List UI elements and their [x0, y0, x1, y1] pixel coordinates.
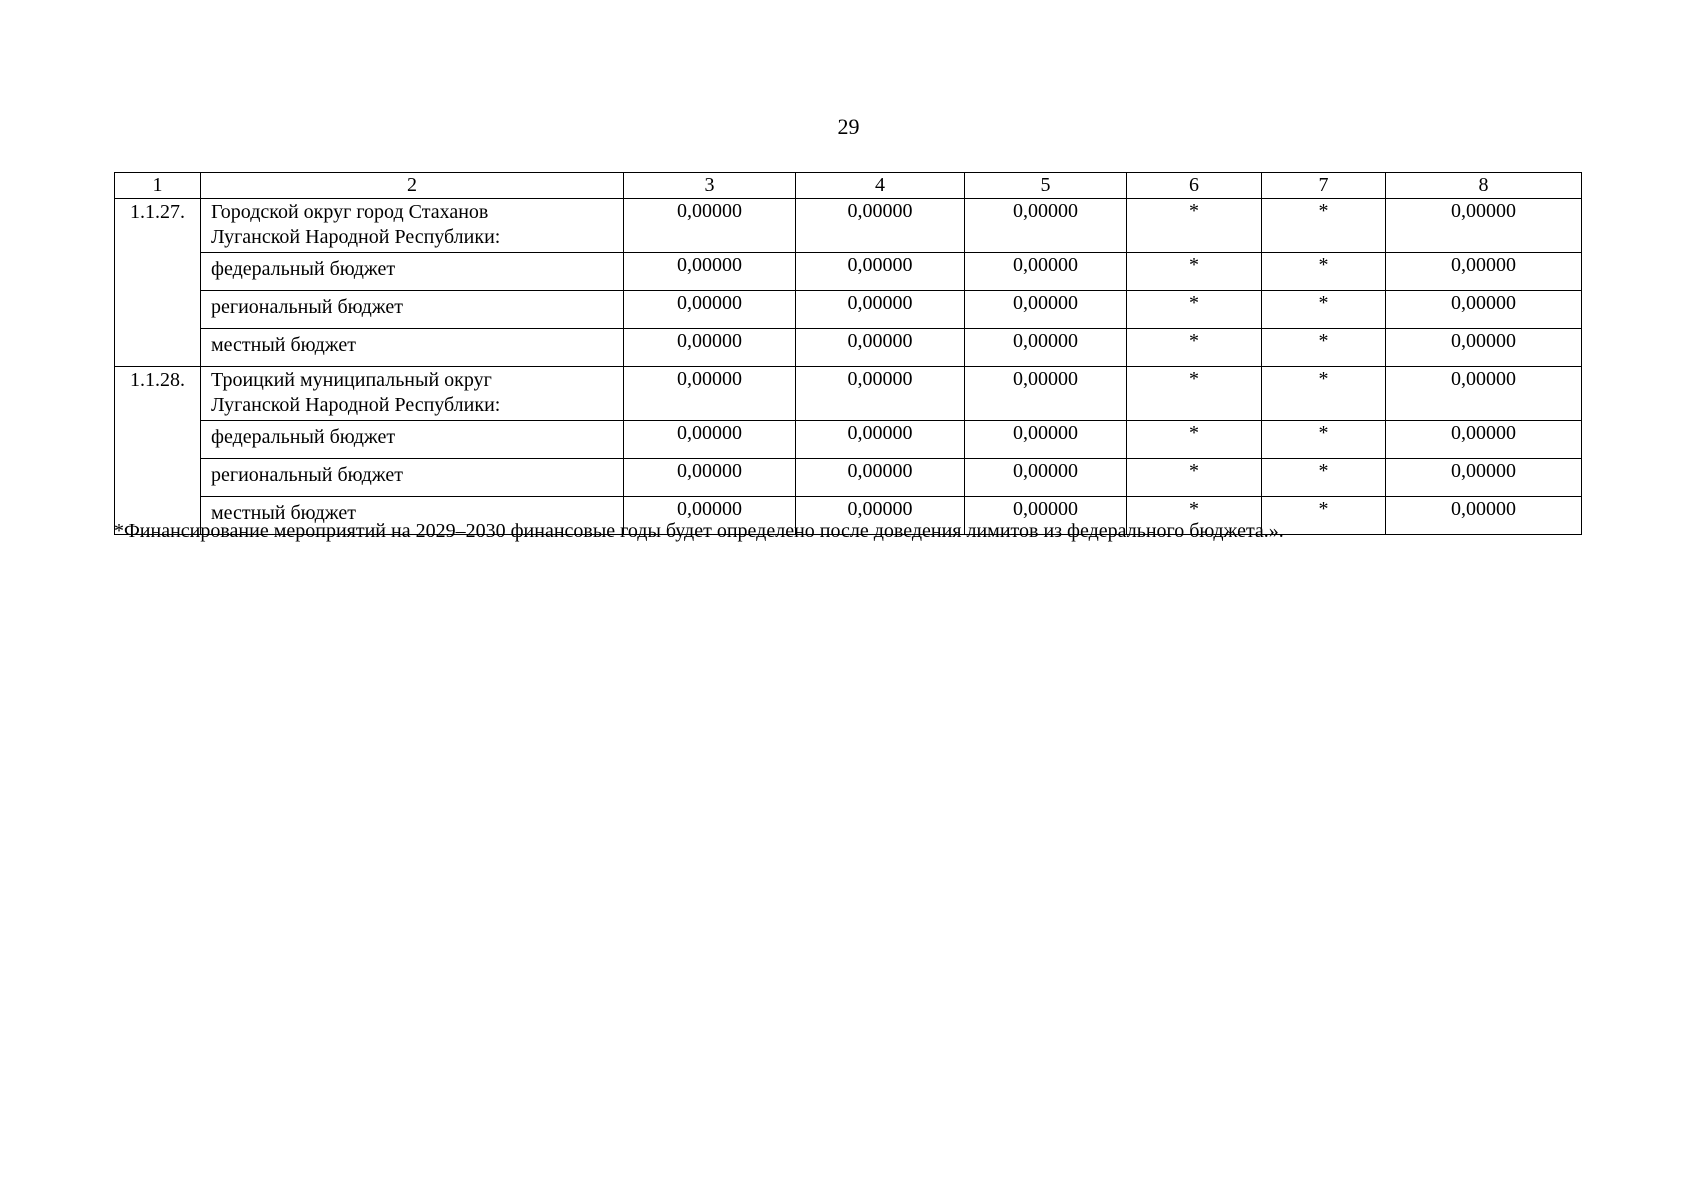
value-cell: 0,00000: [624, 291, 796, 329]
value-cell: *: [1127, 291, 1262, 329]
row-label: региональный бюджет: [201, 459, 624, 497]
value-cell: *: [1127, 459, 1262, 497]
value-cell: 0,00000: [1386, 291, 1582, 329]
value-cell: 0,00000: [796, 459, 965, 497]
value-cell: 0,00000: [965, 421, 1127, 459]
column-header: 1: [115, 173, 201, 199]
value-cell: 0,00000: [796, 367, 965, 421]
row-code: 1.1.28.: [115, 367, 201, 535]
value-cell: 0,00000: [624, 367, 796, 421]
table-row: [115, 459, 1582, 497]
column-header: 5: [965, 173, 1127, 199]
value-cell: 0,00000: [1386, 459, 1582, 497]
value-cell: 0,00000: [796, 497, 965, 535]
value-cell: 0,00000: [965, 329, 1127, 367]
value-cell: *: [1262, 459, 1386, 497]
row-name-line: Луганской Народной Республики:: [211, 394, 501, 416]
row-name-line: Луганской Народной Республики:: [211, 226, 501, 248]
table-row: [115, 421, 1582, 459]
column-header: 4: [796, 173, 965, 199]
value-cell: 0,00000: [624, 497, 796, 535]
value-cell: *: [1262, 497, 1386, 535]
column-header: 3: [624, 173, 796, 199]
value-cell: *: [1262, 367, 1386, 421]
value-cell: 0,00000: [1386, 421, 1582, 459]
table-row: [115, 329, 1582, 367]
row-label: федеральный бюджет: [201, 421, 624, 459]
value-cell: 0,00000: [1386, 253, 1582, 291]
table-row: [115, 253, 1582, 291]
row-name-line: Троицкий муниципальный округ: [211, 369, 492, 391]
value-cell: *: [1127, 329, 1262, 367]
value-cell: *: [1262, 199, 1386, 253]
value-cell: 0,00000: [965, 253, 1127, 291]
value-cell: 0,00000: [1386, 367, 1582, 421]
page-number: 29: [837, 114, 860, 139]
value-cell: 0,00000: [624, 199, 796, 253]
table-row: [115, 199, 1582, 253]
value-cell: 0,00000: [796, 421, 965, 459]
value-cell: 0,00000: [796, 253, 965, 291]
value-cell: *: [1127, 199, 1262, 253]
row-code: 1.1.27.: [115, 199, 201, 367]
column-header: 2: [201, 173, 624, 199]
row-name-line: Городской округ город Стаханов: [211, 201, 489, 223]
value-cell: 0,00000: [1386, 199, 1582, 253]
row-name: [201, 199, 624, 253]
table-row: [115, 291, 1582, 329]
value-cell: 0,00000: [624, 421, 796, 459]
footnote: *Финансирование мероприятий на 2029–2030 финансовые годы будет определено после доведения лимитов из федерального бюджета.».: [114, 520, 1284, 542]
value-cell: 0,00000: [624, 459, 796, 497]
row-name: [201, 367, 624, 421]
value-cell: 0,00000: [965, 291, 1127, 329]
value-cell: 0,00000: [1386, 497, 1582, 535]
row-label: региональный бюджет: [201, 291, 624, 329]
value-cell: *: [1262, 291, 1386, 329]
table-header-row: [115, 173, 1582, 199]
value-cell: *: [1262, 329, 1386, 367]
row-label: местный бюджет: [201, 329, 624, 367]
value-cell: 0,00000: [796, 291, 965, 329]
row-label: местный бюджет: [201, 497, 624, 535]
value-cell: 0,00000: [624, 253, 796, 291]
column-header: 7: [1262, 173, 1386, 199]
column-header: 8: [1386, 173, 1582, 199]
value-cell: 0,00000: [965, 459, 1127, 497]
value-cell: 0,00000: [965, 497, 1127, 535]
value-cell: 0,00000: [624, 329, 796, 367]
value-cell: *: [1127, 253, 1262, 291]
value-cell: *: [1127, 367, 1262, 421]
table-row: [115, 367, 1582, 421]
value-cell: *: [1262, 421, 1386, 459]
value-cell: 0,00000: [965, 367, 1127, 421]
value-cell: *: [1262, 253, 1386, 291]
row-label: федеральный бюджет: [201, 253, 624, 291]
value-cell: 0,00000: [1386, 329, 1582, 367]
budget-table: [114, 172, 1582, 535]
column-header: 6: [1127, 173, 1262, 199]
value-cell: 0,00000: [796, 199, 965, 253]
value-cell: *: [1127, 421, 1262, 459]
value-cell: 0,00000: [796, 329, 965, 367]
value-cell: 0,00000: [965, 199, 1127, 253]
value-cell: *: [1127, 497, 1262, 535]
